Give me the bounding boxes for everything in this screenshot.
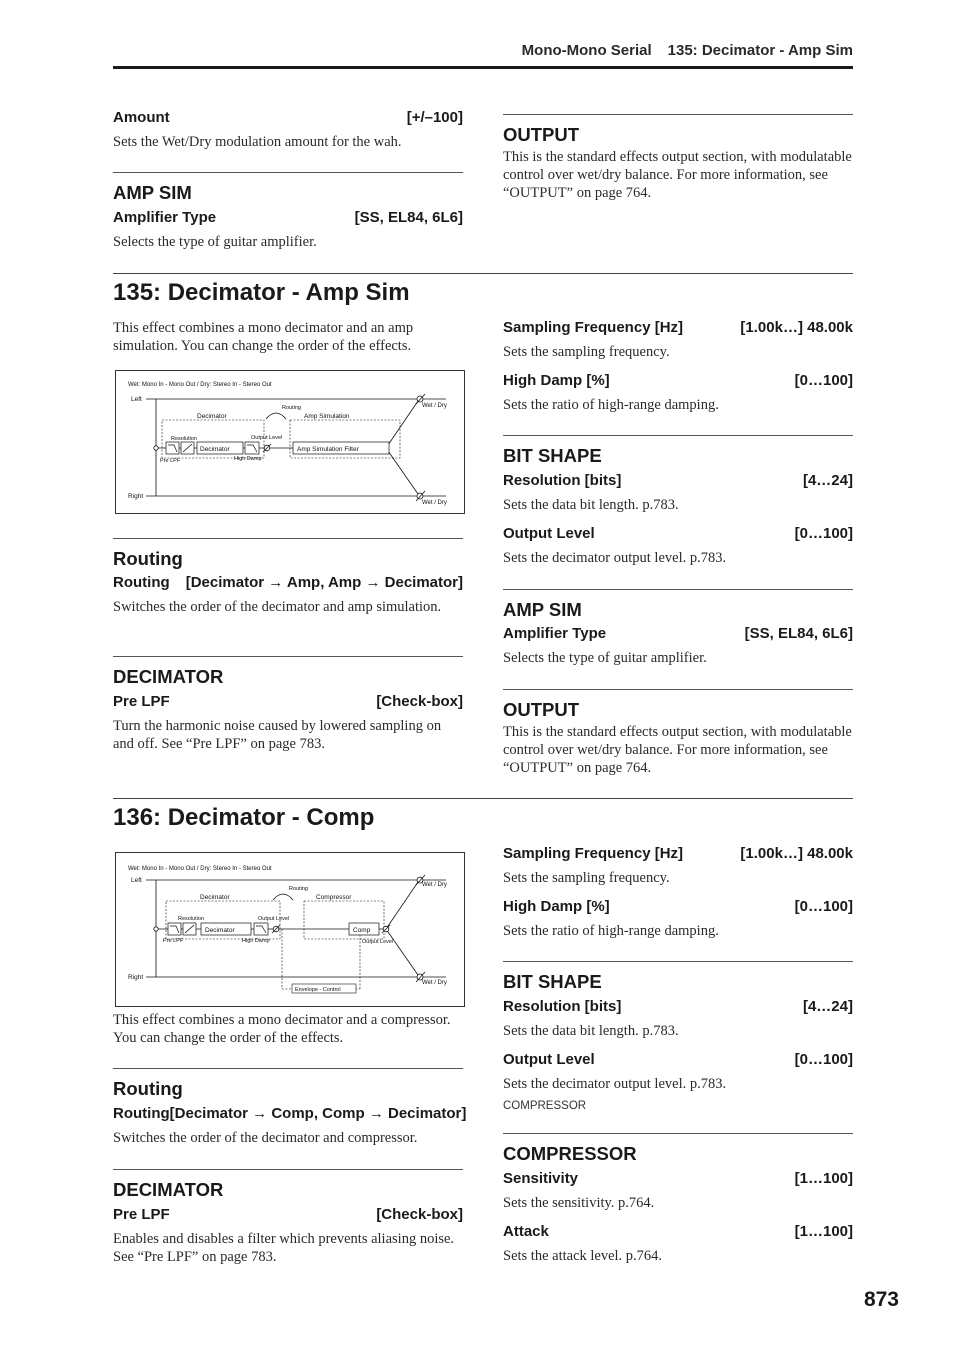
param-desc: Switches the order of the decimator and compressor. <box>113 1130 418 1146</box>
diagram-pre-lpf-label: Pre LPF <box>163 938 184 944</box>
diagram-decimator-box: Decimator <box>200 446 230 453</box>
diagram-wetdry-top: Wet / Dry <box>422 403 447 409</box>
page-number: 873 <box>863 1288 899 1311</box>
diagram-compressor-label: Compressor <box>316 894 352 901</box>
param-range: [4…24] <box>802 472 853 489</box>
param-desc: Sets the ratio of high-range damping. <box>503 397 719 413</box>
param-range: [0…100] <box>794 1051 853 1068</box>
param-label: Pre LPF <box>113 1206 170 1223</box>
param-high-damp <box>503 898 853 915</box>
diagram-high-damp-label: High Damp <box>234 456 262 462</box>
diagram-wetdry-top: Wet / Dry <box>422 882 447 888</box>
diagram-comp-box: Comp <box>353 927 371 934</box>
diagram-resolution-label: Resolution <box>171 436 197 442</box>
diagram-comp-output-level-label: Output Level <box>362 939 394 945</box>
param-desc: Sets the Wet/Dry modulation amount for the wah. <box>113 134 402 150</box>
param-range: [SS, EL84, 6L6] <box>354 209 463 226</box>
param-range: [1…100] <box>794 1223 853 1240</box>
section-heading: DECIMATOR <box>113 656 463 688</box>
param-range: [0…100] <box>794 372 853 389</box>
diagram-decimator-label: Decimator <box>197 413 227 420</box>
section-heading: OUTPUT <box>503 689 853 721</box>
param-range: [SS, EL84, 6L6] <box>744 625 853 642</box>
diagram-decimator-box: Decimator <box>205 927 235 934</box>
param-range: [Check-box] <box>376 1206 463 1223</box>
param-desc: Sets the data bit length. p.783. <box>503 497 679 513</box>
effect-title-136: 136: Decimator - Comp <box>113 804 375 831</box>
param-sampling-frequency <box>503 319 853 336</box>
param-desc: Sets the decimator output level. p.783. <box>503 1076 727 1092</box>
section-rule <box>113 798 853 799</box>
section-heading: DECIMATOR <box>113 1169 463 1201</box>
effect-intro: This effect combines a mono decimator and an amp simulation. You can change the order of the effects. <box>113 320 414 354</box>
param-routing <box>113 574 463 591</box>
param-label: Sensitivity <box>503 1170 579 1187</box>
param-label: Sampling Frequency [Hz] <box>503 845 684 862</box>
param-range: [+/–100] <box>406 109 463 126</box>
param-label: Resolution [bits] <box>503 472 622 489</box>
section-heading: BIT SHAPE <box>503 961 853 993</box>
param-desc: Sets the ratio of high-range damping. <box>503 923 719 939</box>
param-pre-lpf <box>113 693 463 710</box>
param-range: [1…100] <box>794 1170 853 1187</box>
diagram-output-level-label: Output Level <box>251 435 283 441</box>
diagram-right: Right <box>128 493 144 500</box>
param-range: [Check-box] <box>376 693 463 710</box>
param-desc: Enables and disables a filter which prevents aliasing noise. See “Pre LPF” on page 783. <box>113 1231 455 1265</box>
diagram-amp-simulation-label: Amp Simulation <box>304 413 350 420</box>
diagram-wetdry-bottom: Wet / Dry <box>422 980 447 986</box>
param-desc: Switches the order of the decimator and amp simulation. <box>113 599 442 615</box>
param-attack <box>503 1223 853 1240</box>
diagram-routing-label: Routing <box>289 886 308 892</box>
param-label: Routing <box>113 574 170 591</box>
param-label: High Damp [%] <box>503 372 610 389</box>
param-desc: Sets the sensitivity. p.764. <box>503 1195 655 1211</box>
header-effect: 135: Decimator - Amp Sim <box>667 42 853 59</box>
param-amount <box>113 109 463 126</box>
param-sensitivity <box>503 1170 853 1187</box>
section-heading: AMP SIM <box>503 589 853 621</box>
section-heading: Routing <box>113 538 463 570</box>
header-section: Mono-Mono Serial <box>521 42 652 59</box>
effect-title-135: 135: Decimator - Amp Sim <box>113 279 410 306</box>
param-desc: Sets the data bit length. p.783. <box>503 1023 679 1039</box>
param-desc: Turn the harmonic noise caused by lowered sampling on and off. See “Pre LPF” on page 783. <box>113 718 442 752</box>
param-amplifier-type <box>113 209 463 226</box>
param-label: High Damp [%] <box>503 898 610 915</box>
param-desc: This is the standard effects output section, with modulatable control over wet/dry balance. For more information, see “OUTPUT” on page 764. <box>503 149 852 201</box>
param-output-level <box>503 1051 853 1068</box>
param-label: Pre LPF <box>113 693 170 710</box>
section-heading: Routing <box>113 1068 463 1100</box>
diagram-right: Right <box>128 974 144 981</box>
param-desc: Selects the type of guitar amplifier. <box>113 234 317 250</box>
diagram-left: Left <box>131 877 142 884</box>
param-output-level <box>503 525 853 542</box>
param-desc: Sets the decimator output level. p.783. <box>503 550 727 566</box>
diagram-amp-filter-box: Amp Simulation Filter <box>297 446 359 453</box>
param-pre-lpf <box>113 1206 463 1223</box>
diagram-resolution-label: Resolution <box>178 916 204 922</box>
param-label: Amplifier Type <box>503 625 607 642</box>
diagram-top-label: Wet: Mono In - Mono Out / Dry: Stereo In - Stereo Out <box>128 866 272 872</box>
param-range: [Decimator → Comp, Comp → Decimator] <box>169 1105 467 1122</box>
param-label: Resolution [bits] <box>503 998 622 1015</box>
param-label: Amplifier Type <box>113 209 217 226</box>
param-desc: Sets the sampling frequency. <box>503 870 670 886</box>
section-rule <box>113 273 853 274</box>
diagram-top-label: Wet: Mono In - Mono Out / Dry: Stereo In - Stereo Out <box>128 382 272 388</box>
diagram-routing-label: Routing <box>282 405 301 411</box>
param-amplifier-type <box>503 625 853 642</box>
param-label: Routing <box>113 1105 170 1122</box>
param-desc: This is the standard effects output section, with modulatable control over wet/dry balance. For more information, see “OUTPUT” on page 764. <box>503 724 852 776</box>
effect-intro: This effect combines a mono decimator and a compressor. You can change the order of the effects. <box>113 1012 451 1046</box>
param-high-damp <box>503 372 853 389</box>
block-diagram-135 <box>115 370 465 514</box>
diagram-wetdry-bottom: Wet / Dry <box>422 500 447 506</box>
diagram-decimator-label: Decimator <box>200 894 230 901</box>
param-label: Attack <box>503 1223 549 1240</box>
param-desc: Sets the sampling frequency. <box>503 344 670 360</box>
param-label: Output Level <box>503 525 595 542</box>
section-heading: AMP SIM <box>113 172 463 204</box>
param-desc: Sets the attack level. p.764. <box>503 1248 663 1264</box>
param-range: [0…100] <box>794 898 853 915</box>
param-label: Amount <box>113 109 170 126</box>
param-range: [Decimator → Amp, Amp → Decimator] <box>185 574 463 591</box>
running-header <box>522 42 853 59</box>
diagram-envelope-label: Envelope - Control <box>295 987 341 993</box>
param-resolution <box>503 998 853 1015</box>
section-heading: OUTPUT <box>503 114 853 146</box>
diagram-left: Left <box>131 396 142 403</box>
param-range: [1.00k…] 48.00k <box>740 845 853 862</box>
param-label: Sampling Frequency [Hz] <box>503 319 684 336</box>
header-rule <box>113 66 853 69</box>
param-desc: Selects the type of guitar amplifier. <box>503 650 707 666</box>
param-range: [0…100] <box>794 525 853 542</box>
section-heading: BIT SHAPE <box>503 435 853 467</box>
param-routing <box>113 1105 467 1122</box>
param-resolution <box>503 472 853 489</box>
param-sampling-frequency <box>503 845 853 862</box>
diagram-output-level-label: Output Level <box>258 916 290 922</box>
param-range: [4…24] <box>802 998 853 1015</box>
diagram-pre-lpf-label: Pre LPF <box>160 458 181 464</box>
section-heading: COMPRESSOR <box>503 1133 853 1165</box>
compressor-caption: COMPRESSOR <box>503 1100 587 1112</box>
block-diagram-136 <box>115 852 465 1007</box>
diagram-high-damp-label: High Damp <box>242 938 270 944</box>
param-range: [1.00k…] 48.00k <box>740 319 853 336</box>
param-label: Output Level <box>503 1051 595 1068</box>
